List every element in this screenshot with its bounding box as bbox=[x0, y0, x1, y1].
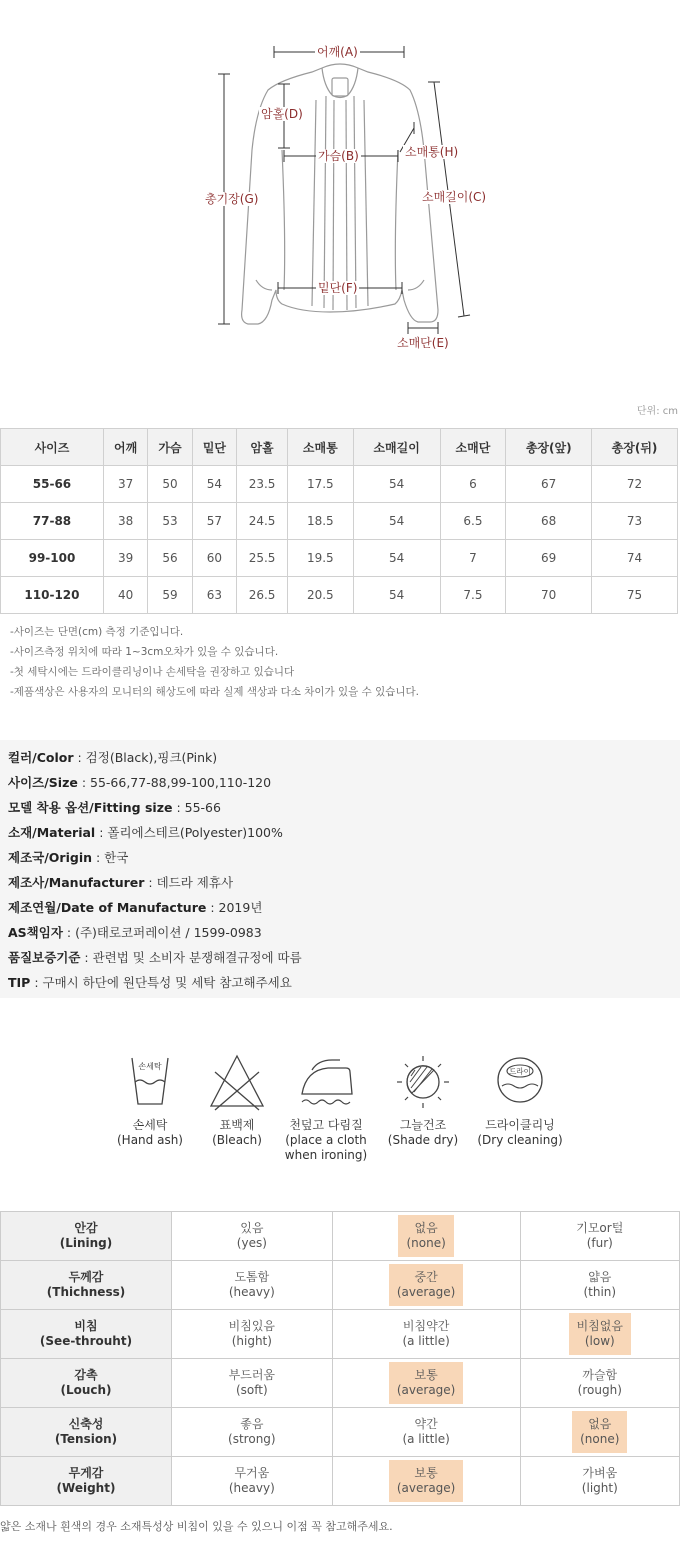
option-en: (hight) bbox=[231, 1334, 272, 1348]
property-name-ko: 신축성 bbox=[68, 1417, 104, 1431]
measure-cell: 69 bbox=[506, 540, 592, 577]
property-row bbox=[1, 1261, 680, 1310]
measure-cell: 57 bbox=[192, 503, 236, 540]
care-iron bbox=[281, 1052, 371, 1163]
header-cell: 총장(앞) bbox=[506, 429, 592, 466]
property-option bbox=[332, 1408, 520, 1457]
shade-dry-icon bbox=[393, 1052, 453, 1112]
size-table-header bbox=[1, 429, 678, 466]
option-ko: 비침없음 bbox=[576, 1319, 623, 1333]
info-value: : 데드라 제휴사 bbox=[144, 875, 234, 890]
info-value: : (주)태로코퍼레이션 / 1599-0983 bbox=[62, 925, 262, 940]
iron-icon bbox=[296, 1052, 356, 1112]
info-key: 모델 착용 옵션/Fitting size bbox=[8, 800, 173, 815]
measure-cell: 54 bbox=[192, 466, 236, 503]
size-row bbox=[1, 577, 678, 614]
option-en: (none) bbox=[580, 1432, 620, 1446]
label-cuff: 소매단(E) bbox=[397, 336, 449, 350]
measure-cell: 50 bbox=[148, 466, 192, 503]
property-name-ko: 비침 bbox=[74, 1319, 98, 1333]
property-option bbox=[172, 1261, 333, 1310]
option-en: (fur) bbox=[586, 1236, 613, 1250]
selected-option bbox=[572, 1411, 627, 1453]
option-en: (a little) bbox=[402, 1334, 450, 1348]
option-en: (strong) bbox=[228, 1432, 276, 1446]
measure-cell: 73 bbox=[592, 503, 678, 540]
info-row bbox=[8, 845, 680, 870]
measure-cell: 37 bbox=[103, 466, 147, 503]
size-cell: 99-100 bbox=[1, 540, 104, 577]
measure-cell: 54 bbox=[353, 466, 440, 503]
property-row bbox=[1, 1212, 680, 1261]
option-ko: 얇음 bbox=[588, 1270, 612, 1284]
property-name bbox=[1, 1408, 172, 1457]
property-option bbox=[172, 1359, 333, 1408]
measure-cell: 56 bbox=[148, 540, 192, 577]
property-name bbox=[1, 1310, 172, 1359]
property-name bbox=[1, 1212, 172, 1261]
care-label-en: (Shade dry) bbox=[387, 1133, 459, 1147]
header-cell: 사이즈 bbox=[1, 429, 104, 466]
option-en: (heavy) bbox=[228, 1285, 275, 1299]
label-armhole: 암홀(D) bbox=[261, 107, 303, 121]
dry-clean-text: 드라이 bbox=[509, 1067, 531, 1076]
property-name bbox=[1, 1359, 172, 1408]
measure-cell: 19.5 bbox=[287, 540, 353, 577]
option-en: (heavy) bbox=[228, 1481, 275, 1495]
care-label bbox=[192, 1118, 282, 1148]
info-row bbox=[8, 795, 680, 820]
care-dry-cleaning bbox=[475, 1052, 565, 1148]
property-name-ko: 감촉 bbox=[74, 1368, 98, 1382]
info-row bbox=[8, 945, 680, 970]
measure-cell: 7.5 bbox=[440, 577, 506, 614]
care-label bbox=[378, 1118, 468, 1148]
size-table bbox=[0, 428, 678, 614]
care-hand-wash bbox=[105, 1052, 195, 1148]
info-key: AS책임자 bbox=[8, 925, 63, 940]
info-row bbox=[8, 895, 680, 920]
property-name bbox=[1, 1261, 172, 1310]
measure-cell: 25.5 bbox=[237, 540, 288, 577]
property-option bbox=[520, 1408, 679, 1457]
option-ko: 중간 bbox=[414, 1270, 438, 1284]
option-ko: 보통 bbox=[414, 1466, 438, 1480]
fabric-property-table bbox=[0, 1211, 680, 1506]
measure-cell: 18.5 bbox=[287, 503, 353, 540]
option-en: (soft) bbox=[235, 1383, 268, 1397]
measure-cell: 72 bbox=[592, 466, 678, 503]
property-option bbox=[520, 1261, 679, 1310]
property-name-ko: 두께감 bbox=[68, 1270, 104, 1284]
info-key: TIP bbox=[8, 975, 31, 990]
property-option bbox=[332, 1310, 520, 1359]
care-label-en: (place a cloth bbox=[285, 1133, 367, 1147]
option-label bbox=[575, 1264, 624, 1306]
size-cell: 55-66 bbox=[1, 466, 104, 503]
label-hem: 밑단(F) bbox=[318, 281, 358, 295]
option-en: (yes) bbox=[236, 1236, 267, 1250]
info-value: : 2019년 bbox=[206, 900, 263, 915]
property-name-ko: 안감 bbox=[74, 1221, 98, 1235]
selected-option bbox=[389, 1362, 464, 1404]
care-label-en: (Bleach) bbox=[212, 1133, 262, 1147]
care-label-en: (Hand ash) bbox=[117, 1133, 183, 1147]
size-cell: 77-88 bbox=[1, 503, 104, 540]
header-cell: 소매통 bbox=[287, 429, 353, 466]
label-sleeve-length: 소매길이(C) bbox=[422, 190, 487, 204]
option-ko: 좋음 bbox=[240, 1417, 264, 1431]
measure-cell: 6.5 bbox=[440, 503, 506, 540]
measure-cell: 54 bbox=[353, 540, 440, 577]
measure-cell: 54 bbox=[353, 577, 440, 614]
header-cell: 소매단 bbox=[440, 429, 506, 466]
note-line: -사이즈측정 위치에 따라 1~3cm오차가 있을 수 있습니다. bbox=[10, 646, 279, 658]
care-label-ko: 드라이클리닝 bbox=[485, 1118, 555, 1132]
care-label bbox=[281, 1118, 371, 1163]
hand-wash-text: 손세탁 bbox=[138, 1062, 162, 1071]
property-option bbox=[332, 1457, 520, 1506]
property-option bbox=[520, 1457, 679, 1506]
option-en: (a little) bbox=[402, 1432, 450, 1446]
measure-cell: 40 bbox=[103, 577, 147, 614]
property-name-en: (Tension) bbox=[54, 1432, 118, 1446]
option-label bbox=[221, 1460, 283, 1502]
hand-wash-icon bbox=[120, 1052, 180, 1112]
property-row bbox=[1, 1310, 680, 1359]
option-en: (none) bbox=[406, 1236, 446, 1250]
label-total-length: 총기장(G) bbox=[205, 192, 259, 206]
property-row bbox=[1, 1408, 680, 1457]
care-label-en: (Dry cleaning) bbox=[477, 1133, 563, 1147]
option-ko: 비침약간 bbox=[402, 1319, 450, 1333]
info-value: : 검정(Black),핑크(Pink) bbox=[73, 750, 218, 765]
option-en: (low) bbox=[584, 1334, 615, 1348]
option-label bbox=[570, 1362, 630, 1404]
no-bleach-icon bbox=[207, 1052, 267, 1112]
option-label bbox=[221, 1362, 283, 1404]
header-cell: 어깨 bbox=[103, 429, 147, 466]
option-label bbox=[220, 1411, 284, 1453]
info-key: 소재/Material bbox=[8, 825, 96, 840]
option-en: (average) bbox=[396, 1383, 456, 1397]
property-option bbox=[172, 1212, 333, 1261]
option-ko: 없음 bbox=[588, 1417, 612, 1431]
care-bleach bbox=[192, 1052, 282, 1148]
measure-cell: 67 bbox=[506, 466, 592, 503]
label-chest: 가슴(B) bbox=[318, 149, 359, 163]
option-en: (light) bbox=[581, 1481, 618, 1495]
info-key: 품질보증기준 bbox=[8, 950, 81, 965]
selected-option bbox=[398, 1215, 453, 1257]
header-cell: 소매길이 bbox=[353, 429, 440, 466]
unit-label: 단위: cm bbox=[636, 406, 678, 417]
selected-option bbox=[389, 1264, 464, 1306]
care-label-ko: 표백제 bbox=[219, 1118, 255, 1132]
size-cell: 110-120 bbox=[1, 577, 104, 614]
note-line: -첫 세탁시에는 드라이클리닝이나 손세탁을 권장하고 있습니다 bbox=[10, 666, 295, 678]
care-label-ko: 손세탁 bbox=[132, 1118, 168, 1132]
care-label-ko: 천덮고 다림질 bbox=[289, 1118, 363, 1132]
property-name-ko: 무게감 bbox=[68, 1466, 104, 1480]
option-label bbox=[568, 1215, 631, 1257]
dry-clean-icon bbox=[490, 1052, 550, 1112]
option-label bbox=[229, 1215, 275, 1257]
garment-sketch bbox=[0, 0, 680, 400]
option-ko: 보통 bbox=[414, 1368, 438, 1382]
info-value: : 관련법 및 소비자 분쟁해결규정에 따름 bbox=[80, 950, 302, 965]
measure-cell: 54 bbox=[353, 503, 440, 540]
measure-cell: 63 bbox=[192, 577, 236, 614]
size-row bbox=[1, 540, 678, 577]
property-option bbox=[520, 1310, 679, 1359]
option-en: (thin) bbox=[583, 1285, 617, 1299]
info-value: : 55-66 bbox=[172, 800, 221, 815]
info-row bbox=[8, 870, 680, 895]
info-key: 제조국/Origin bbox=[8, 850, 92, 865]
property-name-en: (See-throuht) bbox=[39, 1334, 133, 1348]
option-ko: 기모or털 bbox=[576, 1221, 624, 1235]
info-row bbox=[8, 820, 680, 845]
care-label bbox=[105, 1118, 195, 1148]
property-option bbox=[520, 1359, 679, 1408]
info-value: : 한국 bbox=[92, 850, 129, 865]
measure-cell: 6 bbox=[440, 466, 506, 503]
info-key: 제조연월/Date of Manufacture bbox=[8, 900, 207, 915]
option-en: (average) bbox=[396, 1481, 456, 1495]
measure-cell: 23.5 bbox=[237, 466, 288, 503]
property-option bbox=[172, 1408, 333, 1457]
option-en: (average) bbox=[396, 1285, 456, 1299]
option-ko: 까슬함 bbox=[582, 1368, 618, 1382]
property-name-en: (Louch) bbox=[60, 1383, 112, 1397]
option-label bbox=[394, 1411, 457, 1453]
info-row bbox=[8, 770, 680, 795]
option-ko: 비침있음 bbox=[228, 1319, 276, 1333]
info-row bbox=[8, 745, 680, 770]
option-ko: 가벼움 bbox=[582, 1466, 618, 1480]
option-en: (rough) bbox=[577, 1383, 622, 1397]
property-row bbox=[1, 1457, 680, 1506]
size-row bbox=[1, 466, 678, 503]
property-option bbox=[172, 1310, 333, 1359]
measure-cell: 74 bbox=[592, 540, 678, 577]
option-ko: 부드러움 bbox=[228, 1368, 276, 1382]
care-label-en2: when ironing) bbox=[284, 1148, 368, 1162]
property-row bbox=[1, 1359, 680, 1408]
measure-cell: 75 bbox=[592, 577, 678, 614]
care-label bbox=[475, 1118, 565, 1148]
property-option bbox=[520, 1212, 679, 1261]
header-cell: 총장(뒤) bbox=[592, 429, 678, 466]
option-ko: 있음 bbox=[240, 1221, 264, 1235]
size-diagram bbox=[0, 0, 680, 400]
info-value: : 폴리에스테르(Polyester)100% bbox=[95, 825, 283, 840]
measure-cell: 60 bbox=[192, 540, 236, 577]
measure-cell: 39 bbox=[103, 540, 147, 577]
option-ko: 없음 bbox=[414, 1221, 438, 1235]
property-name-en: (Thichness) bbox=[46, 1285, 126, 1299]
product-info bbox=[0, 740, 680, 998]
measure-cell: 24.5 bbox=[237, 503, 288, 540]
measure-cell: 20.5 bbox=[287, 577, 353, 614]
info-key: 제조사/Manufacturer bbox=[8, 875, 145, 890]
label-shoulder: 어깨(A) bbox=[317, 45, 358, 59]
info-value: : 구매시 하단에 원단특성 및 세탁 참고해주세요 bbox=[30, 975, 292, 990]
option-label bbox=[221, 1313, 283, 1355]
option-label bbox=[221, 1264, 283, 1306]
info-key: 사이즈/Size bbox=[8, 775, 78, 790]
property-name bbox=[1, 1457, 172, 1506]
measure-cell: 17.5 bbox=[287, 466, 353, 503]
note-line: -제품색상은 사용자의 모니터의 해상도에 따라 실제 색상과 다소 차이가 있을 수 있습니다. bbox=[10, 686, 419, 698]
property-name-en: (Lining) bbox=[59, 1236, 113, 1250]
measure-cell: 59 bbox=[148, 577, 192, 614]
header-cell: 암홀 bbox=[237, 429, 288, 466]
property-option bbox=[332, 1359, 520, 1408]
measure-cell: 38 bbox=[103, 503, 147, 540]
property-option bbox=[172, 1457, 333, 1506]
measure-cell: 7 bbox=[440, 540, 506, 577]
label-sleeve-width: 소매통(H) bbox=[405, 145, 459, 159]
property-option bbox=[332, 1261, 520, 1310]
option-ko: 무거움 bbox=[234, 1466, 270, 1480]
selected-option bbox=[389, 1460, 464, 1502]
care-shade-dry bbox=[378, 1052, 468, 1148]
selected-option bbox=[569, 1313, 631, 1355]
option-label bbox=[394, 1313, 457, 1355]
care-label-ko: 그늘건조 bbox=[399, 1118, 447, 1132]
property-name-en: (Weight) bbox=[56, 1481, 116, 1495]
measure-cell: 53 bbox=[148, 503, 192, 540]
header-cell: 가슴 bbox=[148, 429, 192, 466]
header-cell: 밑단 bbox=[192, 429, 236, 466]
info-row bbox=[8, 920, 680, 945]
measure-cell: 68 bbox=[506, 503, 592, 540]
note-line: -사이즈는 단면(cm) 측정 기준입니다. bbox=[10, 626, 184, 638]
info-value: : 55-66,77-88,99-100,110-120 bbox=[77, 775, 272, 790]
info-row bbox=[8, 970, 680, 995]
option-label bbox=[574, 1460, 626, 1502]
measure-cell: 26.5 bbox=[237, 577, 288, 614]
info-key: 컬러/Color bbox=[8, 750, 74, 765]
size-row bbox=[1, 503, 678, 540]
option-ko: 도톰함 bbox=[234, 1270, 270, 1284]
option-ko: 약간 bbox=[414, 1417, 438, 1431]
bottom-note: 얇은 소재나 흰색의 경우 소재특성상 비침이 있을 수 있으니 이점 꼭 참고해주세요. bbox=[0, 1520, 393, 1533]
size-notes bbox=[10, 622, 419, 702]
measure-cell: 70 bbox=[506, 577, 592, 614]
property-option bbox=[332, 1212, 520, 1261]
